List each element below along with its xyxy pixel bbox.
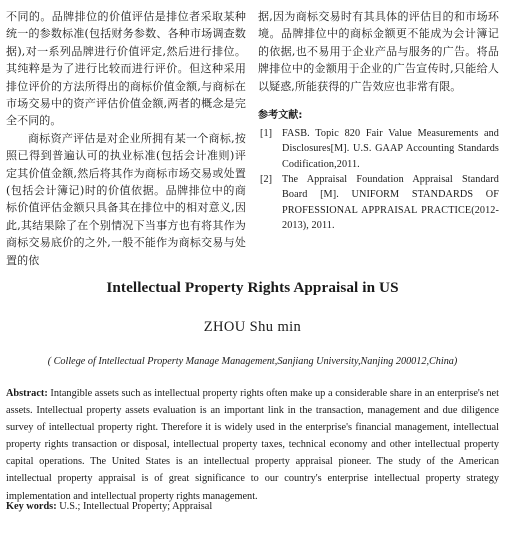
english-abstract [6, 385, 499, 505]
right-paragraph-1: 据,因为商标交易时有其具体的评估目的和市场环境。品牌排位中的商标金额更不能成为会计簿记的依据,也不易用于企业产品与服务的广告。将品牌排位中的金额用于企业的广告宣传时,只能给人以疑惑,所能获得的广告效应也非常有限。 [258, 10, 499, 93]
english-author: ZHOU Shu min [203, 319, 302, 335]
english-affiliation: ( College of Intellectual Property Manage Management,Sanjiang University,Nanjing 200012,China) [47, 356, 458, 367]
reference-text: The Appraisal Foundation Appraisal Standard Board [M]. UNIFORM STANDARDS OF PROFESSIONAL APPRAISAL PRACTICE(2012-2013), 2011. [282, 173, 499, 231]
english-title: Intellectual Property Rights Appraisal in US [106, 279, 399, 296]
reference-text: FASB. Topic 820 Fair Value Measurements and Disclosures[M]. U.S. GAAP Accounting Standards Codification,2011. [282, 128, 499, 170]
reference-item [258, 126, 499, 172]
right-text-column [258, 8, 499, 233]
abstract-text: Intangible assets such as intellectual property rights often make up a considerable share in an enterprise's net assets. Intellectual property assets evaluation is an important link in the transaction, management and due diligence survey of intellectual property right. Therefore it is widely used in the enterprise's financial management, intellectual property rights transaction or disposal, intellectual property taxes, technical economy and other intellectual property capital operations. The United States is an intellectual property appraisal pioneer. The study of the American intellectual property appraisal is of great significance to our country's enterprise intellectual property strategy implementation and intellectual property rights management. [6, 388, 499, 502]
left-paragraph-2: 商标资产评估是对企业所拥有某一个商标,按照已得到普遍认可的执业标准(包括会计准则)评定其价值金额,然后将其作为商标市场交易或处置(包括会计簿记)时的价值依据。品牌排位中的商标价值评估金额只具备其在排位中的相对意义,因此,其结果除了在个别情况下当事方也有将其作为商标交易底价的之外,一般不能作为商标交易与处置的依 [6, 131, 246, 267]
reference-number: [1] [260, 128, 273, 140]
left-paragraph-1: 不同的。品牌排位的价值评估是排位者采取某种统一的参数标准(包括财务参数、各种市场调查数据),对一系列品牌进行价值评定,然后进行排位。其纯粹是为了进行比较而进行评价。但这种采用排位评价的方法所得出的商标价值金额,与商标在市场交易中的资产评估价值金额,两者的概念是完全不同的。 [6, 10, 246, 128]
reference-item [258, 172, 499, 233]
references-heading: 参考文献: [258, 110, 303, 122]
reference-number: [2] [260, 173, 273, 185]
keywords-text: U.S.; Intellectual Property; Appraisal [59, 501, 213, 512]
left-text-column [6, 8, 246, 269]
abstract-label: Abstract: [6, 388, 48, 399]
english-keywords [6, 498, 499, 515]
keywords-label: Key words: [6, 501, 57, 512]
